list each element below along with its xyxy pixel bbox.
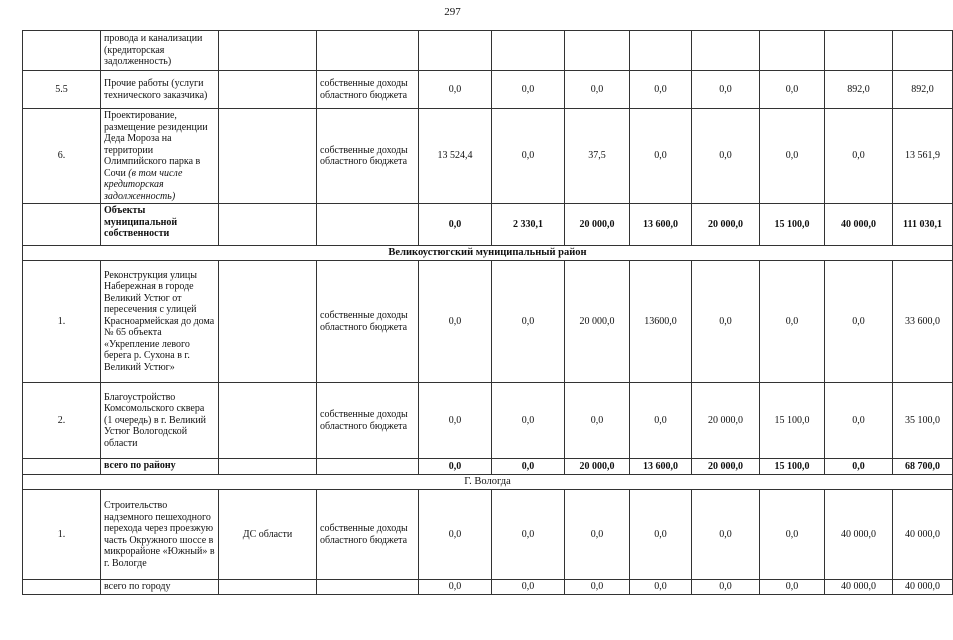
customer-cell: ДС области [219,490,317,580]
row-number-cell: 2. [23,383,101,459]
value-cell: 0,0 [565,490,630,580]
budget-table [22,30,953,595]
value-cell: 33 600,0 [893,261,953,383]
value-cell [317,31,419,71]
value-cell: 13 524,4 [419,109,492,204]
row-number-cell: 6. [23,109,101,204]
value-cell: 35 100,0 [893,383,953,459]
value-cell: 40 000,0 [893,490,953,580]
value-cell: 40 000,0 [825,490,893,580]
customer-cell [219,204,317,246]
value-cell: 20 000,0 [692,383,760,459]
total-row [23,459,953,475]
row-number-cell [23,31,101,71]
row-number-cell [23,204,101,246]
object-name: Объекты муниципальной собственности [104,205,178,239]
customer-cell [219,261,317,383]
section-row [23,475,953,490]
value-cell: 15 100,0 [760,383,825,459]
value-cell [565,31,630,71]
customer-cell [219,580,317,595]
value-cell: 0,0 [565,580,630,595]
value-cell: 20 000,0 [692,459,760,475]
value-cell: 0,0 [419,261,492,383]
value-cell: 0,0 [825,459,893,475]
object-name: Проектирование, размещение резиденции Деда Мороза на территории Олимпийского парка в Сочи [104,110,208,179]
page-number: 297 [444,6,461,18]
row-number-cell: 1. [23,261,101,383]
value-cell: 892,0 [825,71,893,109]
value-cell [760,31,825,71]
value-cell: 0,0 [760,580,825,595]
object-name-cell [101,383,219,459]
object-name-cell [101,204,219,246]
total-row [23,204,953,246]
customer-cell [219,383,317,459]
value-cell: 892,0 [893,71,953,109]
value-cell: 0,0 [825,261,893,383]
value-cell: 37,5 [565,109,630,204]
funding-source-cell [317,580,419,595]
value-cell: 0,0 [492,580,565,595]
value-cell: 0,0 [760,261,825,383]
value-cell: 15 100,0 [760,459,825,475]
row-number-cell [23,580,101,595]
object-name-cell [101,580,219,595]
value-cell: 0,0 [692,261,760,383]
value-cell: 0,0 [692,109,760,204]
section-title: Великоустюгский муниципальный район [23,246,953,261]
object-name: всего по району [104,460,176,472]
value-cell: 13 600,0 [630,459,692,475]
customer-cell [219,459,317,475]
value-cell [630,31,692,71]
value-cell: 68 700,0 [893,459,953,475]
value-cell [492,31,565,71]
row-number-cell: 5.5 [23,71,101,109]
funding-source-cell [317,459,419,475]
funding-source-cell: собственные доходы областного бюджета [317,261,419,383]
table-row [23,261,953,383]
value-cell: 13600,0 [630,261,692,383]
value-cell: 0,0 [419,204,492,246]
value-cell: 0,0 [630,490,692,580]
object-note: (в том числе кредиторская задолженность) [104,167,183,202]
value-cell: 0,0 [692,490,760,580]
row-number-cell: 1. [23,490,101,580]
funding-source-cell: собственные доходы областного бюджета [317,383,419,459]
value-cell: 0,0 [492,459,565,475]
section-title: Г. Вологда [23,475,953,490]
value-cell: 0,0 [760,71,825,109]
value-cell: 15 100,0 [760,204,825,246]
value-cell [219,31,317,71]
value-cell: 13 600,0 [630,204,692,246]
object-name: Благоустройство Комсомольского сквера (1 очередь) в г. Великий Устюг Вологодской области [104,391,207,449]
value-cell: 0,0 [692,580,760,595]
object-name-cell [101,459,219,475]
value-cell: 111 030,1 [893,204,953,246]
table-row [23,109,953,204]
value-cell: 0,0 [630,580,692,595]
value-cell: 0,0 [760,109,825,204]
object-name: всего по городу [104,581,171,593]
value-cell: 0,0 [492,490,565,580]
value-cell: 0,0 [825,109,893,204]
value-cell: 0,0 [492,71,565,109]
value-cell: 13 561,9 [893,109,953,204]
value-cell: 0,0 [492,261,565,383]
value-cell: 0,0 [492,383,565,459]
value-cell: 0,0 [630,109,692,204]
object-name: Реконструкция улицы Набережная в городе Великий Устюг от пересечения с улицей Красноармейская до дома № 65 объекта «Укрепление левого берега р. Сухона в г. Великий Устюг» [104,269,215,373]
value-cell: 0,0 [565,71,630,109]
value-cell: 0,0 [419,383,492,459]
value-cell: 40 000,0 [893,580,953,595]
funding-source-cell: собственные доходы областного бюджета [317,109,419,204]
table-row [23,71,953,109]
value-cell: 0,0 [760,490,825,580]
value-cell: 0,0 [419,459,492,475]
funding-source-cell: собственные доходы областного бюджета [317,71,419,109]
value-cell: 0,0 [419,490,492,580]
value-cell: 20 000,0 [565,204,630,246]
object-name-cell [101,490,219,580]
object-name: Строительство надземного пешеходного перехода через проезжую часть Окружного шоссе в микрорайоне «Южный» в г. Вологде [104,500,215,569]
value-cell: 0,0 [565,383,630,459]
value-cell: 0,0 [419,71,492,109]
value-cell [893,31,953,71]
value-cell [692,31,760,71]
value-cell: 20 000,0 [565,459,630,475]
total-row [23,580,953,595]
object-name-cell [101,109,219,204]
value-cell: 0,0 [419,580,492,595]
customer-cell [219,109,317,204]
object-name-cell [101,261,219,383]
value-cell: 20 000,0 [565,261,630,383]
value-cell: 0,0 [825,383,893,459]
value-cell: 2 330,1 [492,204,565,246]
funding-source-cell [317,204,419,246]
table-row [23,31,953,71]
value-cell [419,31,492,71]
table-row [23,383,953,459]
value-cell: 0,0 [630,71,692,109]
value-cell: 40 000,0 [825,580,893,595]
object-name-cell: провода и канализации (кредиторская задолженность) [101,31,219,71]
object-name: Прочие работы (услуги технического заказчика) [104,78,208,101]
value-cell: 0,0 [692,71,760,109]
value-cell: 0,0 [630,383,692,459]
funding-source-cell: собственные доходы областного бюджета [317,490,419,580]
section-row [23,246,953,261]
table-row [23,490,953,580]
row-number-cell [23,459,101,475]
value-cell: 0,0 [492,109,565,204]
value-cell: 20 000,0 [692,204,760,246]
value-cell [825,31,893,71]
object-name-cell [101,71,219,109]
value-cell: 40 000,0 [825,204,893,246]
customer-cell [219,71,317,109]
